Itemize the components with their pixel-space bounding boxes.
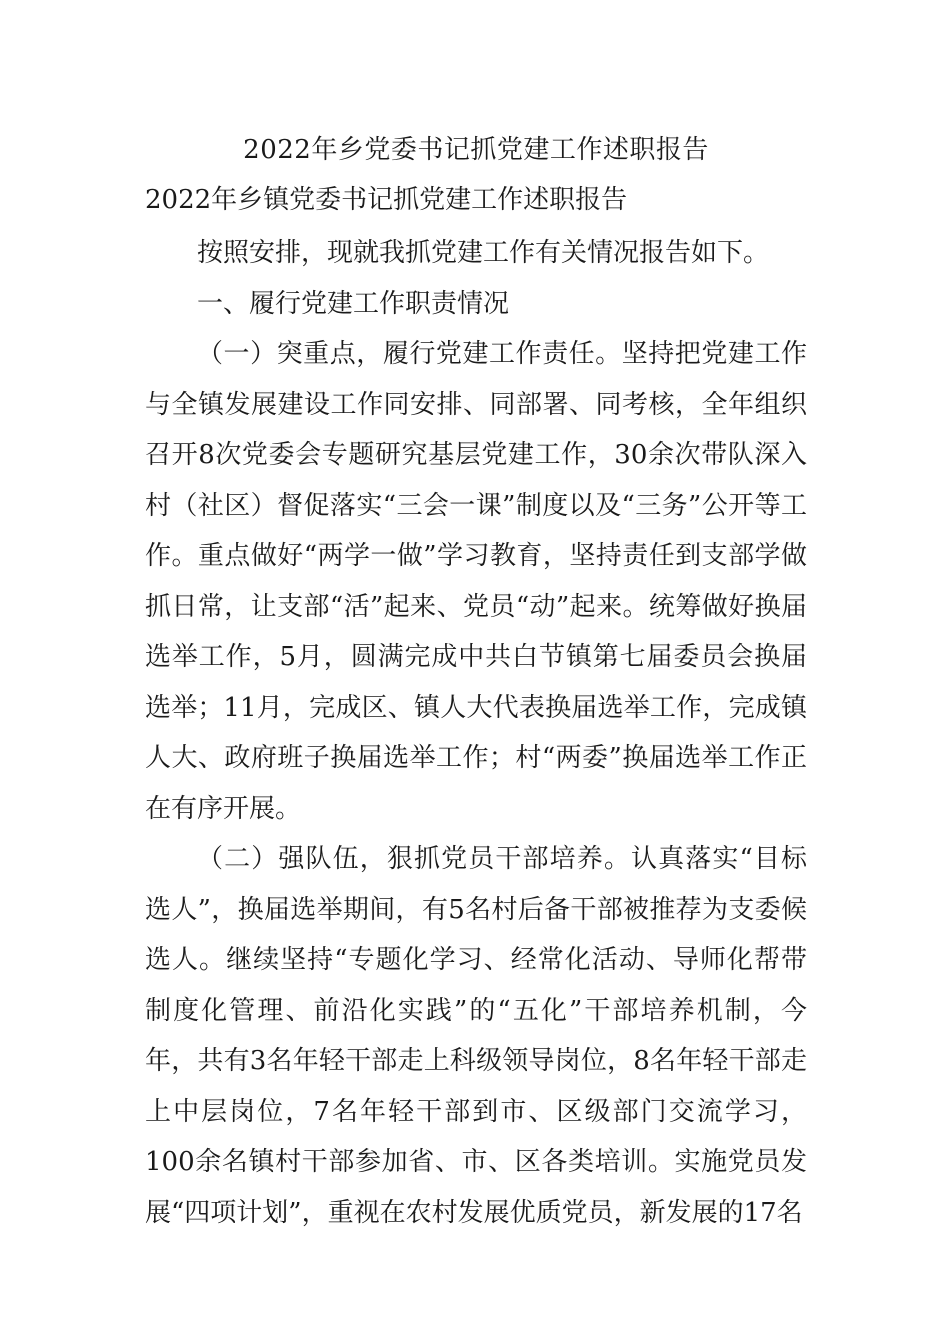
paragraph-duty: （一）突重点，履行党建工作责任。坚持把党建工作与全镇发展建设工作同安排、同部署、同考核，全年组织召开8次党委会专题研究基层党建工作，30余次带队深入村（社区）督促落实“三会一课”制度以及“三务”公开等工作。重点做好“两学一做”学习教育，坚持责任到支部学做抓日常，让支部“活”起来、党员“动”起来。统筹做好换届选举工作，5月，圆满完成中共白节镇第七届委员会换届选举；11月，完成区、镇人大代表换届选举工作，完成镇人大、政府班子换届选举工作；村“两委”换届选举工作正在有序开展。 (145, 339, 807, 824)
document-body (145, 128, 807, 1238)
paragraph-team: （二）强队伍，狠抓党员干部培养。认真落实“目标选人”，换届选举期间，有5名村后备干部被推荐为支委候选人。继续坚持“专题化学习、经常化活动、导师化帮带制度化管理、前沿化实践”的“五化”干部培养机制，今年，共有3名年轻干部走上科级领导岗位，8名年轻干部走上中层岗位，7名年轻干部到市、区级部门交流学习，100余名镇村干部参加省、市、区各类培训。实施党员发展“四项计划”，重视在农村发展优质党员，新发展的17名 (145, 844, 807, 1228)
intro-paragraph: 按照安排，现就我抓党建工作有关情况报告如下。 (197, 238, 770, 268)
document-subtitle: 2022年乡镇党委书记抓党建工作述职报告 (145, 185, 628, 215)
section-heading-1: 一、履行党建工作职责情况 (197, 288, 510, 319)
document-title: 2022年乡党委书记抓党建工作述职报告 (243, 135, 709, 165)
